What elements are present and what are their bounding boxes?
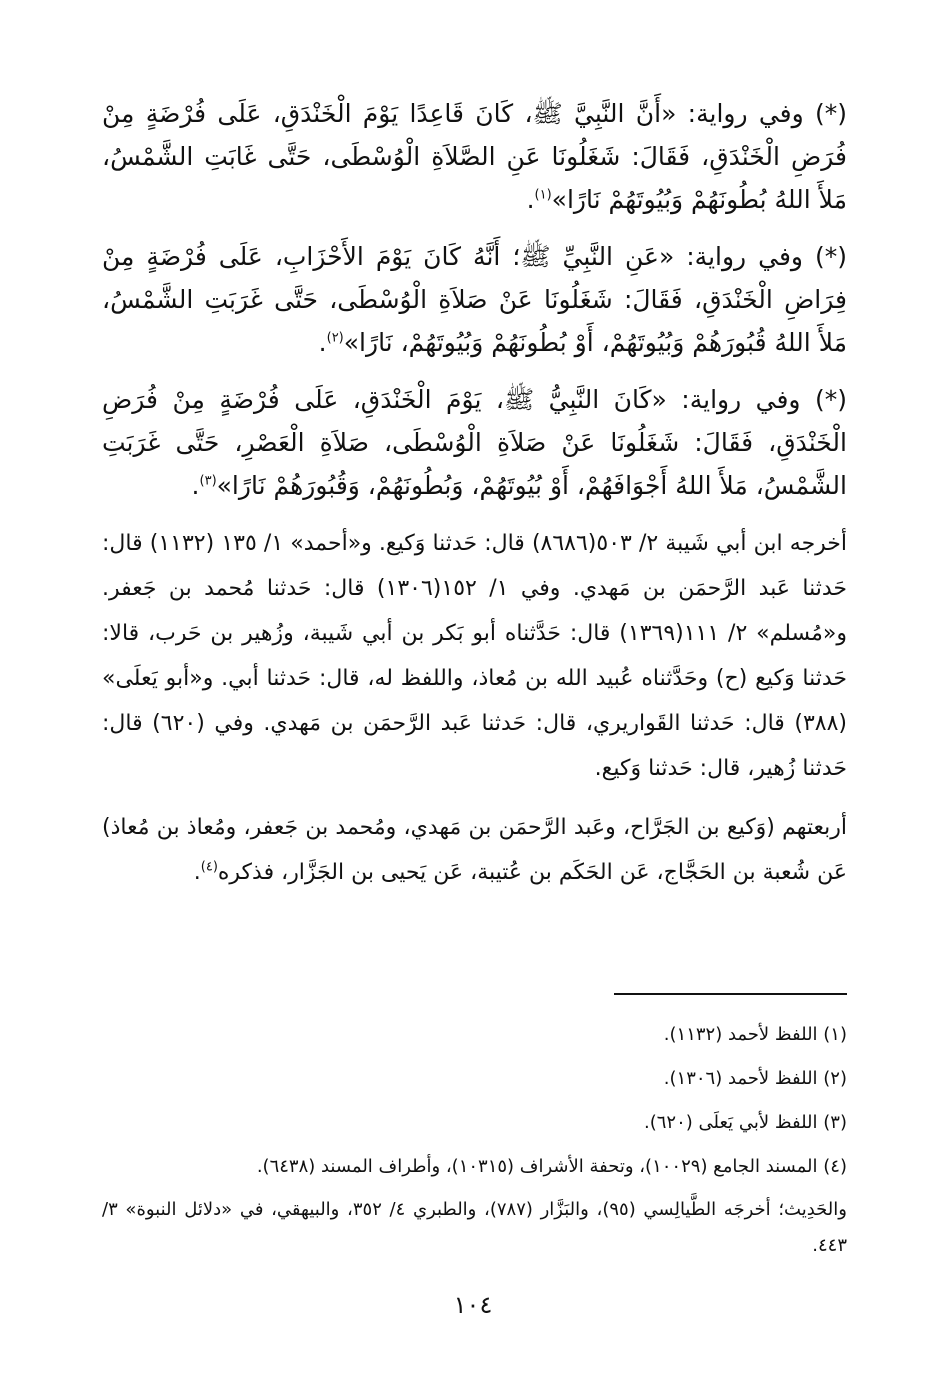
footnote-ref[interactable]: (٤) — [200, 859, 218, 875]
summary-text: أربعتهم (وَكيع بن الجَرَّاح، وعَبد الرَّحمَن بن مَهدي، ومُحمد بن جَعفر، ومُعاذ بن مُعاذ) عَن شُعبة بن الحَجَّاج، عَن الحَكَم بن عُتيبة، عَن يَحيى بن الجَزَّار، فذكره — [102, 815, 847, 885]
narration-paragraph-1: (*) وفي رواية: «أَنَّ النَّبِيَّ ﷺ، كَانَ قَاعِدًا يَوْمَ الْخَنْدَقِ، عَلَى فُرْضَةٍ مِنْ فُرَضِ الْخَنْدَقِ، فَقَالَ: شَغَلُونَا عَنِ الصَّلاَةِ الْوُسْطَى، حَتَّى غَابَتِ الشَّمْسُ، مَلأَ اللهُ بُطُونَهُمْ وَبُيُوتَهُمْ نَارًا»$^{(١)}$. — [102, 99, 847, 214]
footnote-ref[interactable]: (٣) — [199, 473, 217, 489]
narration-text: (*) وفي رواية: «أَنَّ النَّبِيَّ ﷺ، كَانَ قَاعِدًا يَوْمَ الْخَنْدَقِ، عَلَى فُرْضَةٍ مِنْ فُرَضِ الْخَنْدَقِ، فَقَالَ: شَغَلُونَا عَنِ الصَّلاَةِ الْوُسْطَى، حَتَّى غَابَتِ الشَّمْسُ، مَلأَ اللهُ بُطُونَهُمْ وَبُيُوتَهُمْ نَارًا» — [102, 99, 847, 214]
footnote-3: (٣) اللفظ لأبي يَعلَى (٦٢٠). — [644, 1112, 847, 1133]
isnad-summary-paragraph: أربعتهم (وَكيع بن الجَرَّاح، وعَبد الرَّحمَن بن مَهدي، ومُحمد بن جَعفر، ومُعاذ بن مُعاذ) عَن شُعبة بن الحَجَّاج، عَن الحَكَم بن عُتيبة، عَن يَحيى بن الجَزَّار، فذكره$^{(٤)}$. — [102, 815, 847, 885]
footnote-4: (٤) المسند الجامع (١٠٠٢٩)، وتحفة الأشراف (١٠٣١٥)، وأطراف المسند (٦٤٣٨). — [256, 1156, 847, 1177]
footnote-1: (١) اللفظ لأحمد (١١٣٢). — [663, 1024, 847, 1045]
footnote-ref[interactable]: (١) — [534, 187, 552, 203]
narration-paragraph-2: (*) وفي رواية: «عَنِ النَّبِيِّ ﷺ؛ أَنَّهُ كَانَ يَوْمَ الأَحْزَابِ، عَلَى فُرْضَةٍ مِنْ فِرَاضِ الْخَنْدَقِ، فَقَالَ: شَغَلُونَا عَنْ صَلاَةِ الْوُسْطَى، حَتَّى غَرَبَتِ الشَّمْسُ، مَلأَ اللهُ قُبُورَهُمْ وَبُيُوتَهُمْ، أَوْ بُطُونَهُمْ وَبُيُوتَهُمْ، نَارًا»$^{(٢)}$. — [102, 242, 847, 357]
narration-paragraph-3: (*) وفي رواية: «كَانَ النَّبِيُّ ﷺ، يَوْمَ الْخَنْدَقِ، عَلَى فُرْضَةٍ مِنْ فُرَضِ الْخَنْدَقِ، فَقَالَ: شَغَلُونَا عَنْ صَلاَةِ الْوُسْطَى، صَلاَةِ الْعَصْرِ، حَتَّى غَرَبَتِ الشَّمْسُ، مَلأَ اللهُ أَجْوَافَهُمْ، أَوْ بُيُوتَهُمْ، وَبُطُونَهُمْ، وَقُبُورَهُمْ نَارًا»$^{(٣)}$. — [102, 385, 847, 500]
footnote-ref[interactable]: (٢) — [326, 330, 344, 346]
narration-text: (*) وفي رواية: «كَانَ النَّبِيُّ ﷺ، يَوْمَ الْخَنْدَقِ، عَلَى فُرْضَةٍ مِنْ فُرَضِ الْخَنْدَقِ، فَقَالَ: شَغَلُونَا عَنْ صَلاَةِ الْوُسْطَى، صَلاَةِ الْعَصْرِ، حَتَّى غَرَبَتِ الشَّمْسُ، مَلأَ اللهُ أَجْوَافَهُمْ، أَوْ بُيُوتَهُمْ، وَبُطُونَهُمْ، وَقُبُورَهُمْ نَارًا» — [102, 385, 847, 500]
footnote-4-continuation: والحَدِيث؛ أخرجَه الطَّيالِسي (٩٥)، والبَزَّار (٧٨٧)، والطبري ٤/ ٣٥٢، والبيهقي، في «دلائل النبوة» ٣/ ٤٤٣. — [102, 1199, 847, 1256]
footnotes-section — [102, 1016, 847, 1270]
takhrij-paragraph: أخرجه ابن أبي شَيبة ٢/ ٥٠٣(٨٦٨٦) قال: حَدثنا وَكيع. و«أحمد» ١/ ١٣٥ (١١٣٢) قال: حَدثنا عَبد الرَّحمَن بن مَهدي. وفي ١/ ١٥٢(١٣٠٦) قال: حَدثنا مُحمد بن جَعفر. و«مُسلم» ٢/ ١١١(١٣٦٩) قال: حَدَّثناه أبو بَكر بن أبي شَيبة، وزُهير بن حَرب، قالا: حَدثنا وَكيع (ح) وحَدَّثناه عُبيد الله بن مُعاذ، واللفظ له، قال: حَدثنا أبي. و«أبو يَعلَى» (٣٨٨) قال: حَدثنا القَواريري، قال: حَدثنا عَبد الرَّحمَن بن مَهدي. وفي (٦٢٠) قال: حَدثنا زُهير، قال: حَدثنا وَكيع. — [102, 531, 848, 781]
footnote-2: (٢) اللفظ لأحمد (١٣٠٦). — [663, 1068, 847, 1089]
page-number: ١٠٤ — [453, 1291, 493, 1319]
footnote-divider — [614, 993, 847, 995]
main-text — [102, 92, 847, 909]
narration-text: (*) وفي رواية: «عَنِ النَّبِيِّ ﷺ؛ أَنَّهُ كَانَ يَوْمَ الأَحْزَابِ، عَلَى فُرْضَةٍ مِنْ فِرَاضِ الْخَنْدَقِ، فَقَالَ: شَغَلُونَا عَنْ صَلاَةِ الْوُسْطَى، حَتَّى غَرَبَتِ الشَّمْسُ، مَلأَ اللهُ قُبُورَهُمْ وَبُيُوتَهُمْ، أَوْ بُطُونَهُمْ وَبُيُوتَهُمْ، نَارًا» — [102, 242, 847, 357]
